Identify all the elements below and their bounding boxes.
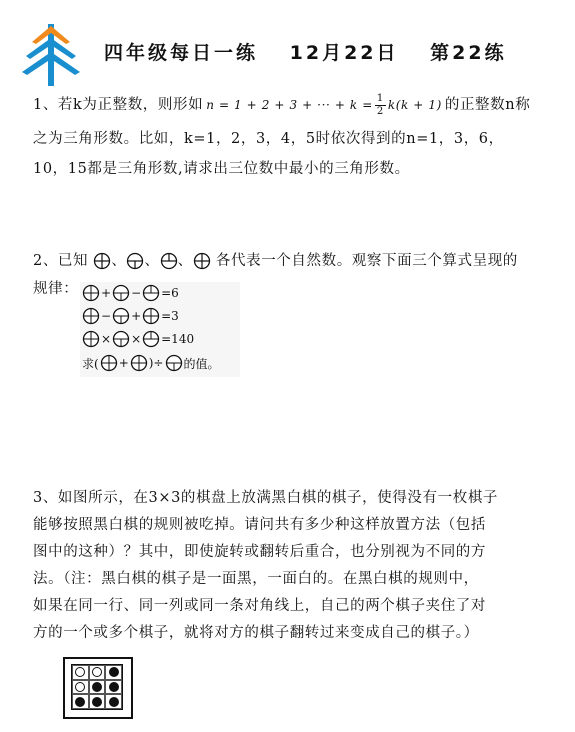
circle-plus-icon [130,354,148,372]
board-cell [72,665,89,680]
board-cell [89,694,106,709]
formula-right: k(k + 1) [387,98,442,112]
op: × [131,332,142,346]
board-cell [72,680,89,695]
op: + [131,309,142,323]
circle-half-icon [112,307,130,325]
q1-text-post: 的正整数n称 [444,97,531,113]
eq4-post: 的值。 [183,356,220,371]
equation-1 [82,284,179,302]
frac-den: 2 [376,105,384,117]
black-piece [92,697,102,707]
op: + [118,356,129,370]
op: + [101,286,112,300]
formula-left: n = 1 + 2 + 3 + ··· + k = [206,98,373,112]
result: =3 [161,309,179,323]
black-piece [109,697,119,707]
q3-line-4: 法。（注：黑白棋的棋子是一面黑，一面白的。在黑白棋的规则中， [33,571,479,587]
q2-equations [80,282,240,377]
black-piece [109,667,119,677]
circle-quarter-icon [160,252,178,270]
page-header [104,38,529,65]
eq4-pre: 求( [82,356,99,371]
eq4-mid: )÷ [148,356,164,370]
op: × [101,332,112,346]
q2-text: 2、已知 [33,253,89,269]
othello-board [63,657,133,719]
circle-quarter-icon [142,330,160,348]
circle-cross-icon [82,284,100,302]
white-piece [75,667,85,677]
q1-line-2: 之为三角形数。比如，k=1，2，3，4，5时依次得到的n=1，3，6， [33,131,504,147]
board-cell [89,665,106,680]
circle-plus-icon [142,307,160,325]
tree-logo-icon [18,20,84,88]
q3-line-2: 能够按照黑白棋的规则被吃掉。请问共有多少种这样放置方法（包括 [33,517,486,533]
black-piece [75,697,85,707]
sep: 、 [144,253,160,269]
q1-line-1 [33,92,530,118]
circle-cross-icon [82,330,100,348]
result: =6 [161,286,179,300]
circle-half-icon [165,354,183,372]
date-label: 12月22日 [289,42,399,64]
q3-line-6: 方的一个或多个棋子，就将对方的棋子翻转过来变成自己的棋子。） [33,625,479,641]
circle-quarter-icon [142,284,160,302]
result: =140 [161,332,195,346]
q3-line-1: 3、如图所示，在3×3的棋盘上放满黑白棋的棋子，使得没有一枚棋子 [33,490,499,506]
q2-line-2: 规律： [33,281,79,297]
circle-cross-icon [82,307,100,325]
formula-fraction [375,93,386,118]
q1-line-3: 10，15都是三角形数,请求出三位数中最小的三角形数。 [33,161,410,177]
q1-text: 1、若k为正整数，则形如 [33,97,204,113]
circle-cross-icon [100,354,118,372]
black-piece [92,682,102,692]
q2-text-post: 各代表一个自然数。观察下面三个算式呈现的 [215,253,518,269]
circle-cross-icon [193,252,211,270]
equation-2 [82,307,179,325]
circle-half-icon [112,330,130,348]
equation-4 [82,354,220,372]
circle-half-icon [112,284,130,302]
board-cell [89,680,106,695]
board-cell [105,680,122,695]
op: − [101,309,112,323]
board-grid [71,664,123,710]
op: − [131,286,142,300]
board-cell [105,694,122,709]
board-cell [72,694,89,709]
q3-line-3: 图中的这种）？其中，即使旋转或翻转后重合，也分别视为不同的方 [33,544,486,560]
grade-title: 四年级每日一练 [104,42,259,64]
board-cell [105,665,122,680]
q2-line-1 [33,248,518,274]
q3-line-5: 如果在同一行、同一列或同一条对角线上，自己的两个棋子夹住了对 [33,598,486,614]
equation-3 [82,330,194,348]
practice-number: 第22练 [430,42,507,64]
white-piece [92,667,102,677]
white-piece [75,682,85,692]
frac-num: 1 [376,92,384,104]
sep: 、 [177,253,193,269]
black-piece [109,682,119,692]
circle-plus-icon [93,252,111,270]
circle-half-icon [126,252,144,270]
triangle-number-formula [206,92,442,118]
sep: 、 [111,253,127,269]
